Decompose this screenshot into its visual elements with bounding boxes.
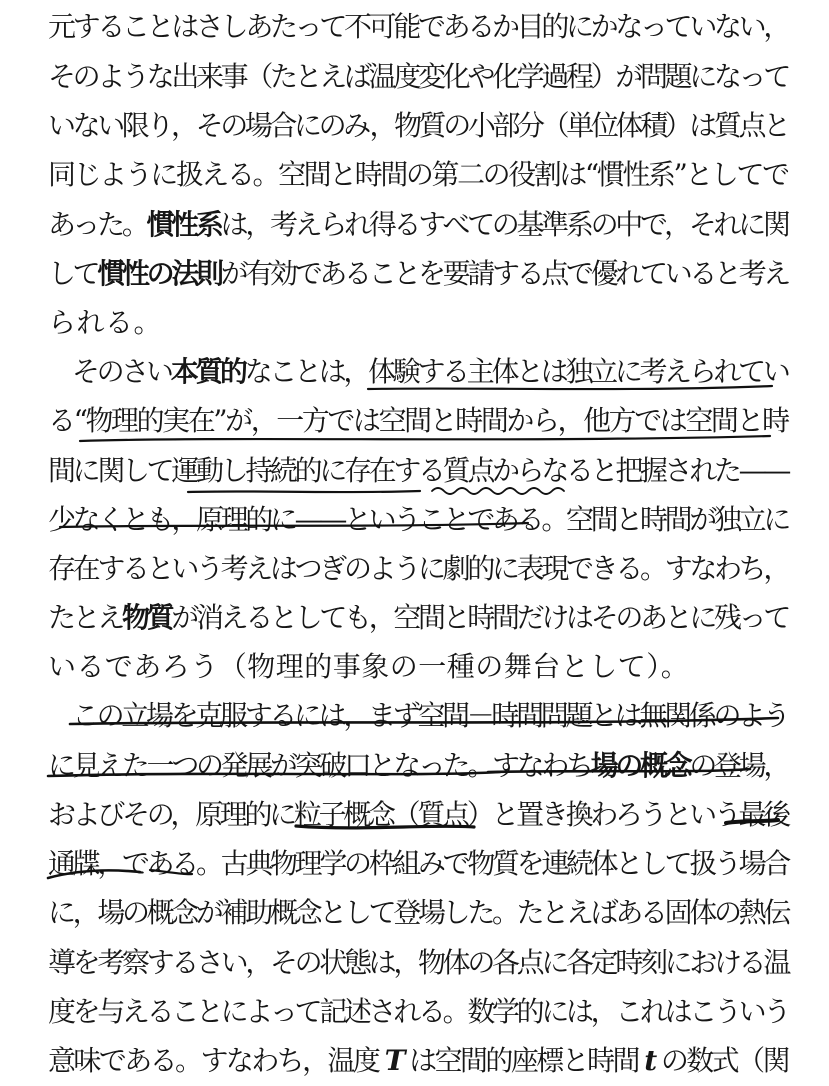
text-line [48, 839, 788, 889]
text-run: に見えた一つの発展が突破口となった。すなわち [48, 749, 591, 782]
text-run: は，考えられ得るすべての基準系の中で，それに関 [220, 208, 788, 241]
text-run: 元することはさしあたって不可能であるか目的にかなっていない， [48, 10, 789, 43]
text-run: なことは，体験する主体とは独立に考えられてい [244, 355, 788, 388]
text-run: られる。 [48, 306, 163, 339]
text-line [48, 396, 788, 446]
text-run: いない限り，その場合にのみ，物質の小部分（単位体積）は質点と [48, 109, 788, 142]
text-run: の登場， [689, 749, 789, 782]
text-run: 意味である。すなわち，温度 [48, 1044, 385, 1077]
bold-term: T [384, 1044, 403, 1077]
text-run: この立場を克服するには，まず空間－時間問題とは無関係のよう [72, 699, 788, 732]
text-line [48, 2, 788, 52]
text-run: 同じように扱える。空間と時間の第二の役割は“慣性系”としてで [48, 158, 788, 191]
text-line [48, 544, 788, 594]
text-line [48, 446, 788, 496]
text-run: いるであろう（物理的事象の一種の舞台として）。 [48, 650, 690, 683]
text-run: して [48, 257, 98, 290]
text-run: 導を考察するさい，その状態は，物体の各点に各定時刻における温 [48, 946, 789, 979]
text-line [48, 790, 788, 840]
text-run: 存在するという考えはつぎのように劇的に表現できる。すなわち， [48, 552, 789, 585]
text-line [48, 593, 788, 643]
bold-term: 場の概念 [590, 749, 690, 782]
text-line [48, 1036, 788, 1086]
text-line [48, 495, 788, 545]
text-line [48, 150, 788, 200]
text-run: あった。 [48, 208, 147, 241]
text-run: およびその，原理的に粒子概念（質点）と置き換わろうという最後 [48, 798, 788, 831]
text-line [72, 347, 788, 397]
text-line [48, 642, 788, 692]
text-line [48, 938, 788, 988]
text-line [48, 888, 788, 938]
text-line [48, 987, 788, 1037]
text-run: 通牒，である。古典物理学の枠組みで物質を連続体として扱う場合 [48, 847, 789, 880]
text-run: が有効であることを要請する点で優れていると考え [220, 257, 789, 290]
text-run: に，場の概念が補助概念として登場した。たとえばある固体の熱伝 [48, 896, 789, 929]
text-line [48, 52, 788, 102]
text-run: 度を与えることによって記述される。数学的には，これはこういう [48, 995, 789, 1028]
text-run: の数式（関 [654, 1044, 788, 1077]
bold-term: 慣性の法則 [97, 257, 221, 290]
text-line [72, 691, 788, 741]
text-run: そのさい [72, 355, 171, 388]
bold-term: t [644, 1044, 655, 1077]
text-run: たとえ [48, 601, 123, 634]
text-run: 間に関して運動し持続的に存在する質点からなると把握された—— [48, 454, 789, 487]
bold-term: 慣性系 [146, 208, 221, 241]
text-line [48, 249, 788, 299]
text-line [48, 298, 788, 348]
bold-term: 物質 [122, 601, 172, 634]
text-run: そのような出来事（たとえば温度変化や化学過程）が問題になって [48, 60, 789, 93]
bold-term: 本質的 [170, 355, 245, 388]
text-line [48, 200, 788, 250]
text-line [48, 101, 788, 151]
text-line [48, 741, 788, 791]
text-run: る“物理的実在”が，一方では空間と時間から，他方では空間と時 [48, 404, 788, 437]
text-run: は空間的座標と時間 [402, 1044, 645, 1077]
text-run: 少なくとも，原理的に——ということである。空間と時間が独立に [48, 503, 789, 536]
text-run: が消えるとしても，空間と時間だけはそのあとに残って [171, 601, 789, 634]
